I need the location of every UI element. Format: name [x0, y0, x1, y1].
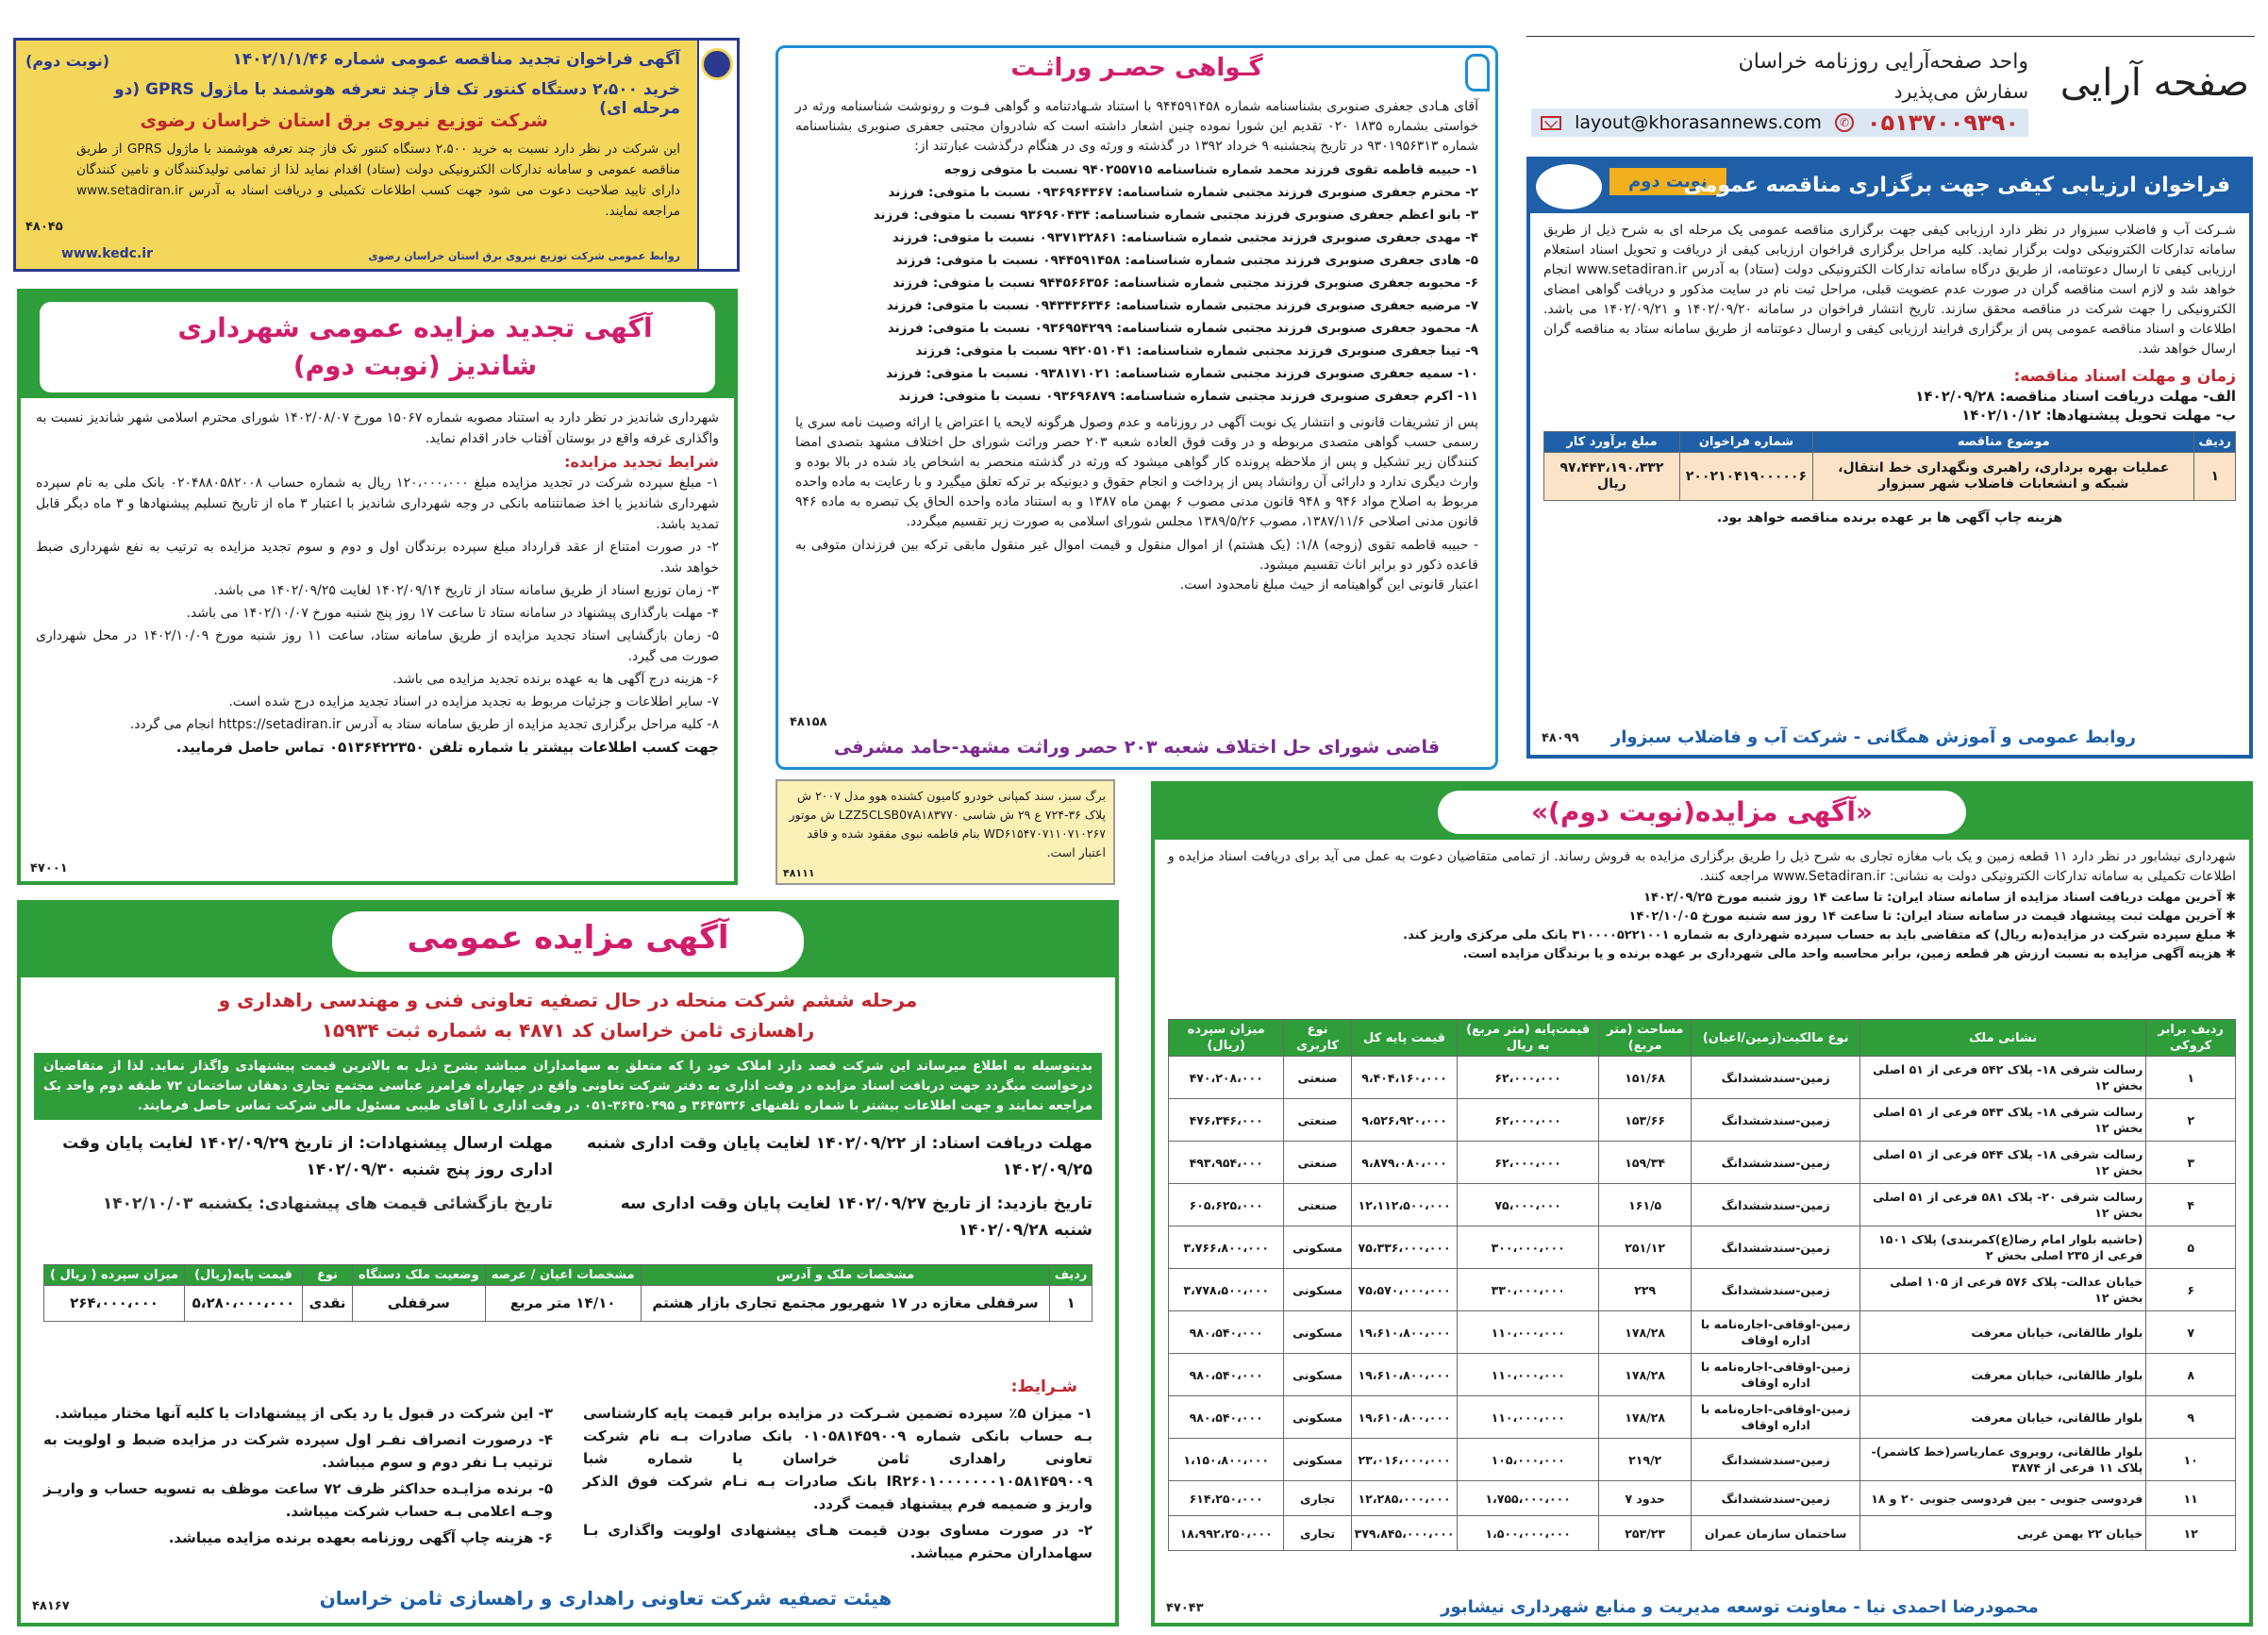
samen-title: آگهی مزایده عمومی: [407, 919, 729, 957]
kedc-subtitle: خرید ۲،۵۰۰ دستگاه کنتور تک فاز چند تعرفه هوشمند با ماژول GPRS (دو مرحله ای): [114, 80, 680, 118]
shandiz-intro: شهرداری شاندیز در نظر دارد به استناد مصوبه شماره ۱۵۰۶۷ مورخ ۱۴۰۲/۰۸/۰۷ شورای محترم اسلامی شهر شاندیز نسبت به واگذاری غرفه واقع در بوستان آفتاب خادر اقدام نماید.: [36, 410, 719, 446]
abfa-code: ۴۸۰۹۹: [1542, 731, 1579, 745]
abfa-round: نوبت دوم: [1609, 168, 1726, 195]
table-cell: زمین-اوقافی-اجاره‌نامه با اداره اوقاف: [1692, 1354, 1859, 1396]
table-cell: ۱۹،۶۱۰،۸۰۰،۰۰۰: [1351, 1354, 1458, 1396]
table-cell: زمین-سندششدانگ: [1692, 1226, 1859, 1269]
table-cell: ۴: [2146, 1184, 2236, 1226]
table-cell: ۷۵،۳۳۶،۰۰۰،۰۰۰: [1351, 1226, 1458, 1269]
samen-auction-ad: [17, 900, 1119, 1627]
table-header-cell: موضوع مناقصه: [1813, 432, 2194, 453]
table-cell: مسکونی: [1284, 1269, 1351, 1311]
phone-number: ۰۵۱۳۷۰۰۹۳۹۰: [1866, 109, 2019, 136]
table-cell: زمین-سندششدانگ: [1692, 1057, 1859, 1099]
table-header-cell: شماره فراخوان: [1679, 432, 1812, 453]
heir-item: ۹- تینا جعفری صنوبری فرزند مجتبی شماره شناسنامه: ۹۴۲۰۵۱۰۴۱ نسبت با متوفی: فرزند: [915, 343, 1478, 359]
email-link[interactable]: layout@khorasannews.com: [1575, 112, 1822, 133]
samen-condition: ۵- برنده مزایـده حداکثر ظرف ۷۲ ساعت موظف به تسویه حساب و واریـز وجـه اعلامی بـه حساب شرکت میباشد.: [43, 1480, 553, 1520]
neyshabur-table: [1168, 1019, 2236, 1551]
table-row: [1169, 1269, 2236, 1311]
table-cell: ۲۰۰۲۱۰۴۱۹۰۰۰۰۰۶: [1679, 453, 1812, 501]
table-cell: زمین-سندششدانگ: [1692, 1269, 1859, 1311]
table-cell: ۱۰: [2146, 1439, 2236, 1481]
table-cell: فردوسی جنوبی - بین فردوسی جنوبی ۲۰ و ۱۸: [1859, 1481, 2145, 1516]
neyshabur-note: ✱ هزینه آگهی مزایده به نسبت ارزش هر قطعه زمین، برابر محاسبه واحد مالی شهرداری بر عهده برنده و یا برندگان مزایده است.: [1462, 947, 2236, 961]
table-cell: ۱۶۱/۵: [1598, 1184, 1692, 1226]
heir-item: ۲- محترم جعفری صنوبری فرزند مجتبی شماره شناسنامه: ۰۹۳۶۹۶۴۳۶۷ نسبت با متوفی: فرزند: [888, 185, 1478, 200]
samen-opening: تاریخ بازگشائی قیمت های پیشنهادی: یکشنبه ۱۴۰۲/۱۰/۰۳: [102, 1194, 553, 1213]
table-row: [1169, 1099, 2236, 1142]
shandiz-condition: ۱- مبلغ سپرده شرکت در تجدید مزایده مبلغ ۱۲۰،۰۰۰،۰۰۰ ریال به شماره حساب ۰۲۰۴۸۸۰۵۸۲۰۰۸ بانک ملی به نام سپرده شهرداری شاندیز یا اخذ ضمانتنامه بانکی در وجه شهرداری شاندیز با اعتبار ۳ ماه از تاریخ تسلیم پیشنهادها و ۳ ماه دیگر قابل تمدید باشد.: [36, 475, 719, 532]
table-cell: رسالت شرقی ۲۰- پلاک ۵۸۱ فرعی از ۵۱ اصلی بخش ۱۲: [1859, 1184, 2145, 1226]
shandiz-conditions: [36, 473, 719, 735]
table-cell: ۱،۱۵۰،۸۰۰،۰۰۰: [1169, 1439, 1284, 1481]
table-header-cell: ردیف برابر کروکی: [2146, 1020, 2236, 1057]
table-cell: ۳۷۹،۸۴۵،۰۰۰،۰۰۰: [1351, 1516, 1458, 1551]
table-cell: ۱۱۰،۰۰۰،۰۰۰: [1458, 1354, 1598, 1396]
table-cell: صنعتی: [1284, 1142, 1351, 1184]
table-header-cell: قیمت پایه(ریال): [185, 1265, 303, 1286]
table-row: [1169, 1184, 2236, 1226]
neyshabur-note: ✱ آخرین مهلت دریافت اسناد مزایده از سامانه ستاد ایران: تا ساعت ۱۴ روز شنبه مورخ ۱۴۰۲/۰۹/۲۵: [1643, 891, 2236, 905]
table-cell: ۷۵،۵۷۰،۰۰۰،۰۰۰: [1351, 1269, 1458, 1311]
table-row: [1544, 453, 2236, 501]
inheritance-certificate-ad: [775, 45, 1498, 770]
email-icon: [1541, 116, 1561, 130]
table-cell: ۳۰۰،۰۰۰،۰۰۰: [1458, 1226, 1598, 1269]
table-cell: ۶۲،۰۰۰،۰۰۰: [1458, 1142, 1598, 1184]
table-cell: زمین-سندششدانگ: [1692, 1142, 1859, 1184]
table-cell: ۷۵،۰۰۰،۰۰۰: [1458, 1184, 1598, 1226]
shandiz-condition: ۴- مهلت بارگذاری پیشنهاد در سامانه ستاد تا ساعت ۱۷ روز پنج شنبه مورخ ۱۴۰۲/۱۰/۰۷ می باشد.: [186, 606, 719, 621]
samen-intro: بدینوسیله به اطلاع میرساند این شرکت قصد دارد املاک خود را که متعلق به سهامداران میباشد بشرح ذیل به بالاترین قیمت پیشنهادی واگذار نماید. لذا از متقاضیان درخواست میگردد جهت دریافت اسناد مزایده در وقت اداری به دفتر شرکت تعاونی واقع در چهارراه فرامرز عباسی مجتمع تجاری دهقان ساختمان ۷۲ طبقه دوم واحد یک مراجعه نمایند و جهت اطلاعات بیشتر با شماره تلفنهای ۳۶۴۵۳۲۶ و ۳۶۴۵۰۴۹۵-۰۵۱ در وقت اداری با آقای طیبی مسئول مالی شرکت تماس حاصل فرمایند.: [34, 1053, 1102, 1120]
abfa-title: فراخوان ارزیابی کیفی جهت برگزاری مناقصه عمومی: [1683, 174, 2230, 197]
table-cell: ۲۲۹: [1598, 1269, 1692, 1311]
table-cell: ۵: [2146, 1226, 2236, 1269]
table-cell: ۶: [2146, 1269, 2236, 1311]
table-cell: ۱۵۳/۶۶: [1598, 1099, 1692, 1142]
table-cell: ۲۵۳/۲۳: [1598, 1516, 1692, 1551]
table-cell: سرقفلی مغازه در ۱۷ شهریور مجتمع تجاری بازار هشتم: [641, 1286, 1050, 1322]
abfa-tender-ad: [1526, 157, 2253, 759]
shandiz-condition: ۳- زمان توزیع اسناد از طریق سامانه ستاد از تاریخ ۱۴۰۲/۰۹/۱۴ لغایت ۱۴۰۲/۰۹/۲۵ می باشد.: [213, 583, 719, 598]
table-cell: رسالت شرقی ۱۸- پلاک ۵۴۳ فرعی از ۵۱ اصلی بخش ۱۲: [1859, 1099, 2145, 1142]
table-header-cell: نوع: [302, 1265, 352, 1286]
table-cell: بلوار طالقانی، روبروی عماریاسر(خط کاشمر)- پلاک ۱۱ فرعی از ۳۸۷۴: [1859, 1439, 2145, 1481]
table-cell: ۹۸۰،۵۴۰،۰۰۰: [1169, 1311, 1284, 1354]
neyshabur-note: ✱ آخرین مهلت ثبت پیشنهاد قیمت در سامانه ستاد ایران: تا ساعت ۱۴ روز سه شنبه مورخ ۱۴۰۲/۱۰/۰۵: [1628, 909, 2236, 924]
inherit-code: ۴۸۱۵۸: [790, 715, 827, 729]
table-cell: صنعتی: [1284, 1057, 1351, 1099]
table-cell: ۹: [2146, 1396, 2236, 1439]
table-cell: ۱۷۸/۲۸: [1598, 1396, 1692, 1439]
table-cell: نقدی: [302, 1286, 352, 1322]
table-cell: صنعتی: [1284, 1099, 1351, 1142]
neyshabur-footer: محمودرضا احمدی نیا - معاونت توسعه مدیریت و منابع شهرداری نیشابور: [1441, 1597, 2039, 1617]
table-cell: ۲۳،۰۱۶،۰۰۰،۰۰۰: [1351, 1439, 1458, 1481]
table-cell: ۱،۷۵۵،۰۰۰،۰۰۰: [1458, 1481, 1598, 1516]
table-cell: زمین-اوقافی-اجاره‌نامه با اداره اوقاف: [1692, 1311, 1859, 1354]
inherit-share: - حبیبه قاطمه تقوی (زوجه) ۱/۸: (یک هشتم) از اموال منقول و قیمت اموال غیر منقول مابقی ترکه بین فرزندان متوفی به قاعده ذکور دو برابر اناث تقسیم میشود.: [795, 538, 1478, 573]
table-cell: ۹۸۰،۵۴۰،۰۰۰: [1169, 1354, 1284, 1396]
table-cell: ۶۲،۰۰۰،۰۰۰: [1458, 1099, 1598, 1142]
table-cell: زمین-سندششدانگ: [1692, 1481, 1859, 1516]
table-cell: مسکونی: [1284, 1439, 1351, 1481]
samen-condition: ۲- در صورت مساوی بودن قیمت هـای پیشنهادی اولویت واگذاری بـا سهامداران محترم میباشد.: [583, 1522, 1092, 1561]
table-cell: ۹،۵۲۶،۹۲۰،۰۰۰: [1351, 1099, 1458, 1142]
table-cell: زمین-سندششدانگ: [1692, 1184, 1859, 1226]
kedc-website[interactable]: www.kedc.ir: [61, 246, 153, 261]
samen-code: ۴۸۱۶۷: [32, 1599, 70, 1613]
table-cell: ۱۰۵،۰۰۰،۰۰۰: [1458, 1439, 1598, 1481]
table-cell: ۷: [2146, 1311, 2236, 1354]
table-row: [1169, 1226, 2236, 1269]
table-row: [1169, 1354, 2236, 1396]
kedc-company: شرکت توزیع نیروی برق استان خراسان رضوی: [140, 110, 548, 131]
table-row: [1169, 1057, 2236, 1099]
kedc-body: این شرکت در نظر دارد نسبت به خرید ۲،۵۰۰ دستگاه کنتور تک فاز چند تعرفه هوشمند با ماژول GPRS از طریق مناقصه عمومی و سامانه تدارکات الکترونیکی دولت (ستاد) اقدام نماید لذا از تمامی تولیدکنندگان و تامین کنندگان دارای تایید صلاحیت دعوت می شود جهت کسب اطلاعات تکمیلی و دریافت اسناد به آدرس www.setadiran.ir مراجعه نمایند.: [76, 142, 680, 219]
inherit-signer: قاضی شورای حل اختلاف شعبه ۲۰۳ حصر وراثت مشهد-حامد مشرفی: [833, 737, 1441, 758]
samen-cond-title: شـرایط:: [1010, 1377, 1077, 1396]
table-cell: سرقفلی: [353, 1286, 485, 1322]
samen-visit: تاریخ بازدید: از تاریخ ۱۴۰۲/۰۹/۲۷ لغایت پایان وقت اداری سه شنبه ۱۴۰۲/۰۹/۲۸: [620, 1194, 1092, 1240]
abfa-deadline-title: زمان و مهلت اسناد مناقصه:: [2013, 367, 2236, 386]
table-cell: زمین-سندششدانگ: [1692, 1099, 1859, 1142]
neyshabur-note: ✱ مبلغ سپرده شرکت در مزایده(به ریال) که متقاضی باید به حساب سپرده شهرداری به شماره ۳۱۰۰۰۰۵۲۲۱۰۰۱ بانک ملی مرکزی واریز کند.: [1403, 928, 2236, 943]
table-cell: ۳۳۰،۰۰۰،۰۰۰: [1458, 1269, 1598, 1311]
table-cell: ۱۷۸/۲۸: [1598, 1354, 1692, 1396]
samen-condition: ۴- درصورت انصراف نفـر اول سپرده شرکت در مزایده ضبط و اولویت به ترتیب بـا نفر دوم و سوم میباشد.: [43, 1431, 553, 1471]
table-cell: (حاشیه بلوار امام رضا(ع)کمربندی) پلاک ۱۵۰۱ فرعی از ۲۳۵ اصلی بخش ۲: [1859, 1226, 2145, 1269]
abfa-logo: [1536, 164, 1602, 209]
heir-item: ۱- حبیبه قاطمه تقوی فرزند محمد شماره شناسنامه ۹۴۰۲۵۵۷۱۵ نسبت با متوفی زوجه: [943, 162, 1478, 177]
table-cell: مسکونی: [1284, 1396, 1351, 1439]
table-header-cell: میزان سپرده (ریال): [1169, 1020, 1284, 1057]
samen-doc-deadline: مهلت دریافت اسناد: از ۱۴۰۲/۰۹/۲۲ لغایت پایان وقت اداری شنبه ۱۴۰۲/۰۹/۲۵: [587, 1134, 1092, 1179]
neyshabur-auction-ad: [1151, 781, 2253, 1627]
lost-code: ۴۸۱۱۱: [783, 867, 815, 879]
neyshabur-notes: [1168, 889, 2236, 964]
table-cell: ۳: [2146, 1142, 2236, 1184]
table-row: [1169, 1516, 2236, 1551]
table-cell: ۶۱۴،۲۵۰،۰۰۰: [1169, 1481, 1284, 1516]
table-header-cell: میزان سپرده ( ریال ): [44, 1265, 185, 1286]
table-cell: ۱۴/۱۰ متر مربع: [485, 1286, 641, 1322]
abfa-table: [1543, 431, 2236, 501]
table-cell: ۱۲: [2146, 1516, 2236, 1551]
samen-table: [43, 1264, 1092, 1322]
table-cell: بلوار طالقانی، خیابان معرفت: [1859, 1396, 2145, 1439]
table-cell: ۱،۵۰۰،۰۰۰،۰۰۰: [1458, 1516, 1598, 1551]
neyshabur-code: ۴۷۰۴۳: [1166, 1601, 1204, 1615]
table-cell: ۱۸،۹۹۲،۲۵۰،۰۰۰: [1169, 1516, 1284, 1551]
abfa-deadline-b: ب- مهلت تحویل پیشنهادها: ۱۴۰۲/۱۰/۱۲: [1961, 407, 2236, 424]
shandiz-condition: ۶- هزینه درج آگهی ها به عهده برنده تجدید مزایده می باشد.: [392, 672, 719, 687]
table-header-cell: مشخصات اعیان / عرصه: [485, 1265, 641, 1286]
table-cell: ۵،۲۸۰،۰۰۰،۰۰۰: [185, 1286, 303, 1322]
table-cell: ۱۲،۱۱۲،۵۰۰،۰۰۰: [1351, 1184, 1458, 1226]
shandiz-condition: ۸- کلیه مراحل برگزاری تجدید مزایده از طریق سامانه ستاد به آدرس https://setadiran.ir انجام می گردد.: [129, 717, 719, 732]
neyshabur-intro: شهرداری نیشابور در نظر دارد ۱۱ قطعه زمین و یک باب مغازه تجاری به شرح ذیل را طریق برگزاری مزایده به فروش رساند. از تمامی متقاضیان دعوت به عمل می آید برای دریافت اسناد مزایده و اطلاعات تکمیلی به سامانه تدارکات الکترونیکی دولت به نشانی: www.Setadiran.ir مراجعه کنند.: [1168, 849, 2236, 884]
table-header-cell: مشخصات ملک و آدرس: [641, 1265, 1050, 1286]
table-cell: حدود ۷: [1598, 1481, 1692, 1516]
heir-item: ۴- مهدی جعفری صنوبری فرزند مجتبی شماره شناسنامه: ۰۹۳۷۱۳۲۸۶۱ نسبت با متوفی: فرزند: [892, 230, 1478, 245]
samen-footer: هیئت تصفیه شرکت تعاونی راهداری و راهسازی ثامن خراسان: [319, 1587, 892, 1610]
table-cell: ۱۲،۲۸۵،۰۰۰،۰۰۰: [1351, 1481, 1458, 1516]
table-row: [44, 1286, 1092, 1322]
table-cell: ۹،۸۷۹،۰۸۰،۰۰۰: [1351, 1142, 1458, 1184]
samen-bid-deadline: مهلت ارسال پیشنهادات: از تاریخ ۱۴۰۲/۰۹/۲۹ لغایت پایان وقت اداری روز پنج شنبه ۱۴۰۲/۰۹/۳۰: [62, 1134, 553, 1179]
table-cell: ۴۷۰،۲۰۸،۰۰۰: [1169, 1057, 1284, 1099]
abfa-note: هزینه چاپ آگهی ها بر عهده برنده مناقصه خواهد بود.: [1716, 510, 2063, 526]
kedc-tender-ad: [13, 38, 740, 272]
table-cell: صنعتی: [1284, 1184, 1351, 1226]
table-cell: ۹۸۰،۵۴۰،۰۰۰: [1169, 1396, 1284, 1439]
samen-condition: ۱- میزان ۵٪ سپرده تضمین شـرکت در مزایده برابر قیمت پایه کارشناسی بـه حساب بانکی شماره ۰۱۰۵۸۱۴۵۹۰۰۹ بانک صادرات بـه نام شرکت تعاونی راهداری ثامن خراسان یا شماره شبا IR۲۶۰۱۰۰۰۰۰۰۰۱۰۵۸۱۴۵۹۰۰۹ بانک صادرات بـه نـام شرکت فوق الذکر واریز و ضمیمه فرم پیشنهاد قیمت گردد.: [583, 1405, 1093, 1512]
table-header-cell: قیمت پایه کل: [1351, 1020, 1458, 1057]
table-cell: تجاری: [1284, 1481, 1351, 1516]
table-cell: ۲۵۱/۱۲: [1598, 1226, 1692, 1269]
abfa-footer: روابط عمومی و آموزش همگانی - شرکت آب و فاضلاب سبزوار: [1610, 727, 2136, 747]
table-cell: ۲۱۹/۲: [1598, 1439, 1692, 1481]
header-accepts: سفارش می‌پذیرد: [1893, 80, 2028, 103]
table-header-cell: ردیف: [1050, 1265, 1092, 1286]
header-title: صفحه آرایی: [2060, 61, 2249, 105]
table-cell: رسالت شرقی ۱۸- پلاک ۵۴۲ فرعی از ۵۱ اصلی بخش ۱۲: [1859, 1057, 2145, 1099]
table-cell: ۱۵۱/۶۸: [1598, 1057, 1692, 1099]
samen-condition: ۳- این شرکت در قبول یا رد یکی از پیشنهادات یا کلیه آنها مختار میباشد.: [54, 1405, 553, 1422]
table-cell: ۱۱۰،۰۰۰،۰۰۰: [1458, 1311, 1598, 1354]
table-cell: مسکونی: [1284, 1354, 1351, 1396]
table-cell: ۱: [1050, 1286, 1092, 1322]
table-header-cell: مساحت (متر مربع): [1598, 1020, 1692, 1057]
table-cell: ۲۶۴،۰۰۰،۰۰۰: [44, 1286, 185, 1322]
table-cell: خیابان ۲۲ بهمن غربی: [1859, 1516, 2145, 1551]
shandiz-condition: ۵- زمان بازگشایی اسناد تجدید مزایده از طریق سامانه ستاد، ساعت ۱۱ روز شنبه مورخ ۱۴۰۲/۱۰/۰۹ در محل شهرداری صورت می گیرد.: [36, 628, 719, 664]
shandiz-auction-ad: [17, 289, 738, 885]
shandiz-title: آگهی تجدید مزایده عمومی شهرداری شاندیز (نوبت دوم): [177, 312, 653, 381]
table-header-cell: نوع کاربری: [1284, 1020, 1351, 1057]
table-cell: ۹۷،۴۴۳،۱۹۰،۳۳۲ ریال: [1544, 453, 1680, 501]
table-cell: ۳،۷۷۸،۵۰۰،۰۰۰: [1169, 1269, 1284, 1311]
table-cell: ۹،۴۰۴،۱۶۰،۰۰۰: [1351, 1057, 1458, 1099]
table-cell: بلوار طالقانی، خیابان معرفت: [1859, 1354, 2145, 1396]
shandiz-code: ۴۷۰۰۱: [30, 861, 68, 876]
heir-item: ۷- مرضیه جعفری صنوبری فرزند مجتبی شماره شناسنامه: ۰۹۴۳۴۳۶۳۴۶ نسبت با متوفی: فرزند: [886, 298, 1478, 313]
shandiz-contact: جهت کسب اطلاعات بیشتر با شماره تلفن ۰۵۱۳۶۴۲۲۳۵۰ تماس حاصل فرمایید.: [175, 739, 719, 756]
header-unit: واحد صفحه‌آرایی روزنامه خراسان: [1738, 50, 2028, 74]
table-cell: ۶۲،۰۰۰،۰۰۰: [1458, 1057, 1598, 1099]
scroll-icon: [1465, 54, 1490, 92]
table-cell: ۴۹۳،۹۵۴،۰۰۰: [1169, 1142, 1284, 1184]
table-cell: عملیات بهره برداری، راهبری ونگهداری خط انتقال، شبکه و انشعابات فاضلاب شهر سبزوار: [1813, 453, 2194, 501]
table-cell: ۶۰۵،۶۲۵،۰۰۰: [1169, 1184, 1284, 1226]
heir-item: ۵- هادی جعفری صنوبری فرزند مجتبی شماره شناسنامه: ۰۹۴۴۵۹۱۴۵۸ نسبت با متوفی: فرزند: [895, 253, 1478, 268]
table-cell: زمین-سندششدانگ: [1692, 1439, 1859, 1481]
table-cell: ۴۷۶،۳۴۶،۰۰۰: [1169, 1099, 1284, 1142]
kedc-code: ۴۸۰۴۵: [25, 220, 63, 234]
kedc-logo: [701, 48, 733, 80]
samen-subtitle: مرحله ششم شرکت منحله در حال تصفیه تعاونی فنی و مهندسی راهداری و راهسازی ثامن خراسان کد ۴۸۷۱ به شماره ثبت ۱۵۹۳۴: [218, 989, 918, 1042]
table-cell: ۱۵۹/۳۴: [1598, 1142, 1692, 1184]
samen-condition: ۶- هزینه چاپ آگهی روزنامه بعهده برنده مزایده میباشد.: [168, 1529, 553, 1546]
kedc-title: آگهی فراخوان تجدید مناقصه عمومی شماره ۱۴۰۲/۱/۱/۴۶: [232, 50, 680, 69]
table-cell: ۱۱۰،۰۰۰،۰۰۰: [1458, 1396, 1598, 1439]
table-header-cell: قیمت‌پایه (متر مربع) به ریال: [1458, 1020, 1598, 1057]
table-cell: ۱۱: [2146, 1481, 2236, 1516]
heir-item: ۱۰- سمیه جعفری صنوبری فرزند مجتبی شماره شناسنامه: ۰۹۳۸۱۷۱۰۲۱ نسبت با متوفی: فرزند: [886, 366, 1478, 381]
heir-item: ۳- بانو اعظم جعفری صنوبری فرزند مجتبی شماره شناسنامه: ۹۳۶۹۶۰۴۳۴ نسبت با متوفی: فرزند: [873, 208, 1478, 223]
samen-conditions-right: [583, 1402, 1092, 1568]
neyshabur-title: «آگهی مزایده(نوبت دوم)»: [1530, 796, 1874, 827]
contact-bar: [1531, 108, 2028, 137]
abfa-body: شـرکت آب و فاضلاب سبزوار در نظر دارد ارزیابی کیفی جهت برگزاری مناقصه عمومی یک مرحله ای به شرح ذیل از طریق سامانه تدارکات الکترونیکی دولت برگزار نماید. کلیه مراحل برگزاری فراخوان ارزیابی کیفی از دریافت و تحویل اسناد استعلام ارزیابی کیفی تا ارسال دعوتنامه، از طریق درگاه سامانه تدارکات الکترونیکی دولت (ستاد) به آدرس www.setadiran.ir انجام خواهد شد و لازم است مناقصه گران در صورت عدم عضویت قبلی، مراحل ثبت نام در سایت مذکور و دریافت گواهی امضای الکترونیکی را جهت شرکت در مناقصه محقق سازند. تاریخ انتشار فراخوان در سامانه ۱۴۰۲/۰۹/۲۰ و ۱۴۰۲/۰۹/۲۱ می باشد. اطلاعات و اسناد مناقصه عمومی پس از برگزاری فرایند ارزیابی کیفی و ارسال دعوتنامه از طریق سامانه ستاد به مناقصه گران ارسال خواهد شد.: [1543, 223, 2236, 357]
kedc-round: (نوبت دوم): [25, 52, 110, 70]
table-cell: زمین-اوقافی-اجاره‌نامه با اداره اوقاف: [1692, 1396, 1859, 1439]
table-row: [1169, 1481, 2236, 1516]
inherit-intro: آقای هـادی جعفری صنوبری بشناسنامه شماره ۹۴۴۵۹۱۴۵۸ با استناد شـهادتنامه و گواهی فـوت و رونوشت شناسنامه ورثه در خواستی بشماره ۱۸۳۵ ۰۲۰ تقدیم این شورا نموده چنین اشعار داشته است که شادروان مجتبی جعفری صنوبری بشناسنامه شماره ۹۳۰۱۹۵۶۳۱۳ در تاریخ پنجشنبه ۹ خرداد ۱۳۹۲ در گذشته و ورثه وی در هنگام درگذشت عبارتند از:: [795, 99, 1478, 154]
lost-text: برگ سبز، سند کمپانی خودرو کامیون کشنده هوو مدل ۲۰۰۷ ش پلاک ۳۶-۷۲۴ ع ۲۹ ش شاسی LZZ5CLSB0۷A۱۸۳۷۷۰ ش موتور WD۶۱۵۴۷۰۷۱۱۰۷۱۰۲۶۷ بنام فاطمه نبوی مفقود شده و فاقد اعتبار است.: [789, 789, 1106, 859]
inherit-validity: اعتبار قانونی این گواهینامه از حیث مبلغ نامحدود است.: [1179, 577, 1478, 592]
table-header-cell: وضعیت ملک دستگاه: [353, 1265, 485, 1286]
table-cell: بلوار طالقانی، خیابان معرفت: [1859, 1311, 2145, 1354]
inherit-title: گـواهی حصـر وراثـت: [1010, 54, 1263, 82]
samen-conditions-left: [43, 1402, 553, 1553]
shandiz-condition: ۲- در صورت امتناع از عقد قرارداد مبلغ سپرده برندگان اول و دوم و سوم تجدید مزایده به ترتیب به نفع شهرداری ضبط خواهد شد.: [36, 540, 719, 576]
abfa-deadline-a: الف- مهلت دریافت اسناد مناقصه: ۱۴۰۲/۰۹/۲۸: [1915, 388, 2236, 405]
table-row: [1169, 1439, 2236, 1481]
table-cell: تجاری: [1284, 1516, 1351, 1551]
shandiz-condition: ۷- سایر اطلاعات و جزئیات مربوط به تجدید مزایده در اسناد تجدید مزایده درج شده است.: [228, 694, 719, 709]
table-header-cell: نشانی ملک: [1859, 1020, 2145, 1057]
heir-item: ۱۱- اکرم جعفری صنوبری فرزند مجتبی شماره شناسنامه: ۰۹۳۶۹۶۸۷۹ نسبت با متوفی: فرزند: [898, 389, 1478, 404]
table-cell: مسکونی: [1284, 1226, 1351, 1269]
table-header-cell: مبلغ برآورد کار: [1544, 432, 1680, 453]
table-row: [1169, 1311, 2236, 1354]
table-cell: ساختمان سازمان عمران: [1692, 1516, 1859, 1551]
table-cell: ۸: [2146, 1354, 2236, 1396]
heirs-list: [795, 158, 1478, 408]
table-cell: ۱: [2146, 1057, 2236, 1099]
heir-item: ۶- محبوبه جعفری صنوبری فرزند مجتبی شماره شناسنامه: ۹۴۴۵۶۶۳۵۶ نسبت با متوفی: فرزند: [892, 275, 1478, 291]
shandiz-cond-title: شرایط تجدید مزایده:: [564, 453, 719, 471]
table-cell: رسالت شرقی ۱۸- پلاک ۵۴۴ فرعی از ۵۱ اصلی بخش ۱۲: [1859, 1142, 2145, 1184]
kedc-footer: روابط عمومی شرکت توزیع نیروی برق استان خراسان رضوی: [368, 250, 680, 262]
inherit-body: پس از تشریفات قانونی و انتشار یک نوبت آگهی در روزنامه و عدم وصول هرگونه لایحه یا اعتراض یا ارائه وصیت نامه سری یا رسمی حسب گواهی متصدی مربوطه و در وقت فوق العاده شعبه ۲۰۳ حصر وراثت شورای حل اختلاف مشهد بتصدی امضا کنندگان زیر تشکیل و پس از ملاحظه پرونده کار گواهی میشود که ورثه در گذشته منحصر به اشخاص یاد شده در بالا بوده و وارث دیگری ندارد و دارائی آن روانشاد پس از پرداخت و انجام حقوق و دیونیکه بر ترکه تعلق میگیرد و با رعایت به ماده واحده مربوط به اصلاح مواد ۹۴۶ و ۹۴۸ قانون مدنی مصوب ۶ بهمن ماه ۱۳۸۷ و به استناد ماده واحده الحاق یک تبصره به ماده ۹۴۶ قانون مدنی اصلاحی ۱۳۸۷/۱۱/۶، مصوب ۱۳۸۹/۵/۲۶ مجلس شورای اسلامی به صورت زیر تقسیم میگردد.: [795, 415, 1478, 529]
table-cell: ۱۹،۶۱۰،۸۰۰،۰۰۰: [1351, 1311, 1458, 1354]
table-cell: ۱۹،۶۱۰،۸۰۰،۰۰۰: [1351, 1396, 1458, 1439]
table-row: [1169, 1396, 2236, 1439]
table-header-cell: ردیف: [2194, 432, 2236, 453]
phone-icon: ✆: [1835, 113, 1854, 132]
lost-document-notice: [775, 779, 1115, 885]
table-cell: ۳،۷۶۶،۸۰۰،۰۰۰: [1169, 1226, 1284, 1269]
table-header-cell: نوع مالکیت(زمین/اعیان): [1692, 1020, 1859, 1057]
table-cell: ۲: [2146, 1099, 2236, 1142]
table-cell: ۱: [2194, 453, 2236, 501]
table-cell: مسکونی: [1284, 1311, 1351, 1354]
layout-service-header: [1526, 36, 2255, 140]
table-cell: ۱۷۸/۲۸: [1598, 1311, 1692, 1354]
table-row: [1169, 1142, 2236, 1184]
heir-item: ۸- محمود جعفری صنوبری فرزند مجتبی شماره شناسنامه: ۰۹۳۶۹۵۴۲۹۹ نسبت با متوفی: فرزند: [887, 321, 1478, 336]
table-cell: خیابان عدالت- پلاک ۵۷۶ فرعی از ۱۰۵ اصلی بخش ۱۲: [1859, 1269, 2145, 1311]
